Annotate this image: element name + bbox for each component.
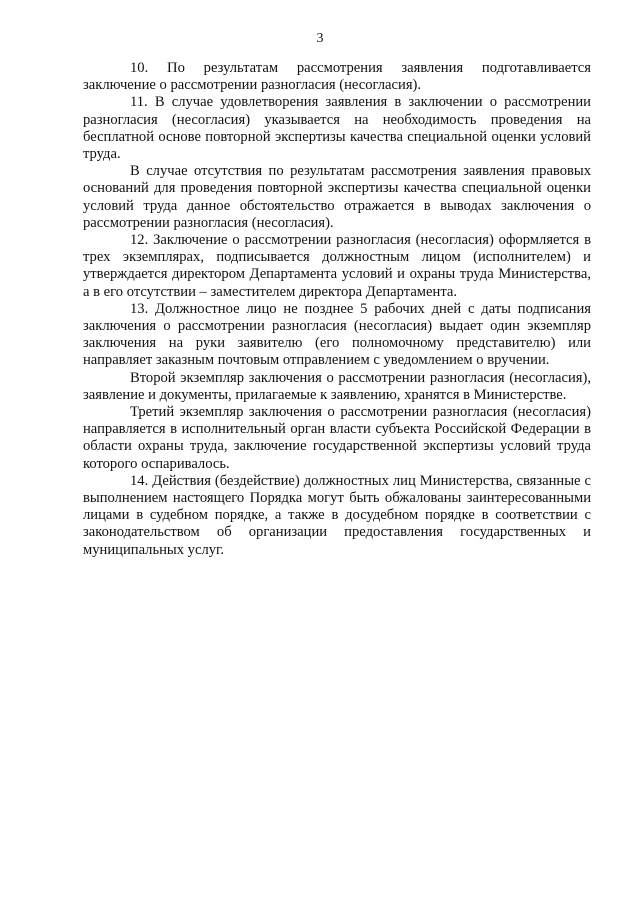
- paragraph-item-11-addendum: В случае отсутствия по результатам рассмотрения заявления правовых оснований для проведения повторной экспертизы качества специальной оценки условий труда данное обстоятельство отражается в выводах заключения о рассмотрении разногласия (несогласия).: [83, 163, 591, 231]
- paragraph-item-13-third-copy: Третий экземпляр заключения о рассмотрении разногласия (несогласия) направляется в исполнительный орган власти субъекта Российской Федерации в области охраны труда, заключение государственной экспертизы условий труда которого оспаривалось.: [83, 404, 591, 472]
- paragraph-item-13-second-copy: Второй экземпляр заключения о рассмотрении разногласия (несогласия), заявление и документы, прилагаемые к заявлению, хранятся в Министерстве.: [83, 369, 591, 403]
- paragraph-item-12: 12. Заключение о рассмотрении разногласия (несогласия) оформляется в трех экземплярах, подписывается должностным лицом (исполнителем) и утверждается директором Департамента условий и охраны труда Министерства, а в его отсутствии – заместителем директора Департамента.: [83, 232, 591, 300]
- paragraph-item-10: 10. По результатам рассмотрения заявления подготавливается заключение о рассмотрении разногласия (несогласия).: [83, 60, 591, 94]
- document-body: [83, 60, 591, 559]
- paragraph-item-14: 14. Действия (бездействие) должностных лиц Министерства, связанные с выполнением настоящего Порядка могут быть обжалованы заинтересованными лицами в судебном порядке, а также в досудебном порядке в соответствии с законодательством об организации предоставления государственных и муниципальных услуг.: [83, 472, 591, 558]
- paragraph-item-11: 11. В случае удовлетворения заявления в заключении о рассмотрении разногласия (несогласия) указывается на необходимость проведения на бесплатной основе повторной экспертизы качества специальной оценки условий труда.: [83, 94, 591, 163]
- page-number: 3: [316, 31, 324, 46]
- paragraph-item-13: 13. Должностное лицо не позднее 5 рабочих дней с даты подписания заключения о рассмотрении разногласия (несогласия) выдает один экземпляр заключения на руки заявителю (его полномочному представителю) или направляет заказным почтовым отправлением с уведомлением о вручении.: [83, 300, 591, 369]
